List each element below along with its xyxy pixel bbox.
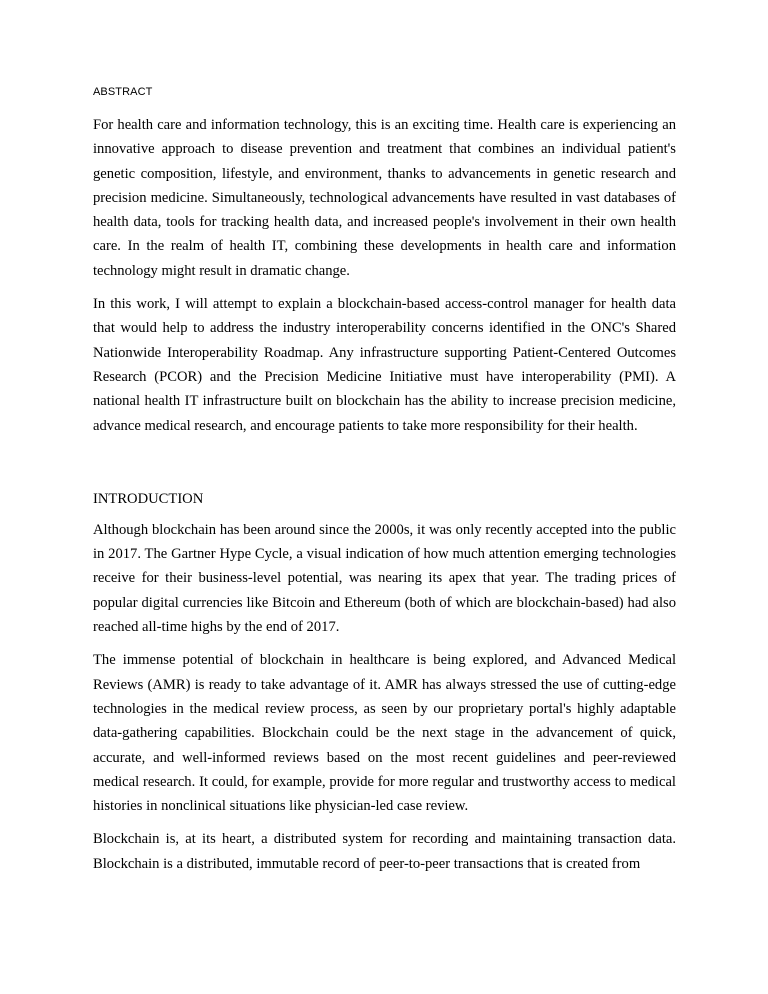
document-body <box>93 84 676 885</box>
introduction-heading: INTRODUCTION <box>93 490 204 507</box>
abstract-heading: ABSTRACT <box>93 86 153 98</box>
introduction-paragraph: Although blockchain has been around since the 2000s, it was only recently accepted into the public in 2017. The Gartner Hype Cycle, a visual indication of how much attention emerging technologies receive for their business-level potential, was nearing its apex that year. The trading prices of popular digital currencies like Bitcoin and Ethereum (both of which are blockchain-based) had also reached all-time highs by the end of 2017. <box>93 521 676 636</box>
introduction-paragraph: Blockchain is, at its heart, a distributed system for recording and maintaining transaction data. Blockchain is a distributed, immutable record of peer-to-peer transactions that is created from <box>93 831 676 872</box>
abstract-paragraph: In this work, I will attempt to explain a blockchain-based access-control manager for health data that would help to address the industry interoperability concerns identified in the ONC's Shared Nationwide Interoperability Roadmap. Any infrastructure supporting Patient-Centered Outcomes Research (PCOR) and the Precision Medicine Initiative must have interoperability (PMI). A national health IT infrastructure built on blockchain has the ability to increase precision medicine, advance medical research, and encourage patients to take more responsibility for their health. <box>93 296 676 434</box>
abstract-paragraph: For health care and information technology, this is an exciting time. Health care is experiencing an innovative approach to disease prevention and treatment that combines an individual patient's genetic composition, lifestyle, and environment, thanks to advancements in genetic research and precision medicine. Simultaneously, technological advancements have resulted in vast databases of health data, tools for tracking health data, and increased people's involvement in their own health care. In the realm of health IT, combining these developments in health care and information technology might result in dramatic change. <box>93 117 676 279</box>
introduction-paragraph: The immense potential of blockchain in healthcare is being explored, and Advanced Medical Reviews (AMR) is ready to take advantage of it. AMR has always stressed the use of cutting-edge technologies in the medical review process, as seen by our proprietary portal's highly adaptable data-gathering capabilities. Blockchain could be the next stage in the advancement of quick, accurate, and well-informed reviews based on the most recent guidelines and peer-reviewed medical research. It could, for example, provide for more regular and trustworthy access to medical histories in nonclinical situations like physician-led case review. <box>93 652 676 815</box>
